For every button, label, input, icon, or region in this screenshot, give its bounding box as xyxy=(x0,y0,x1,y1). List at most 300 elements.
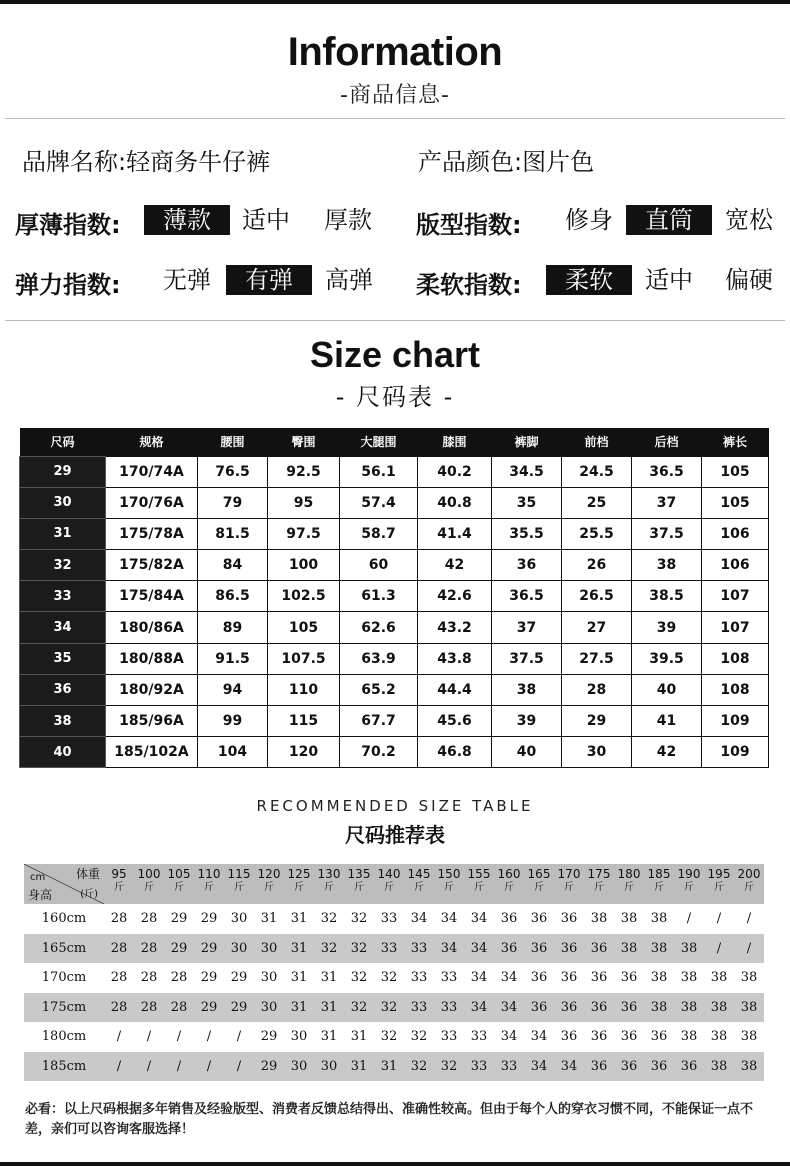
measure-cell: 43.2 xyxy=(418,612,492,643)
recommend-size-cell: 34 xyxy=(524,1052,554,1082)
height-cell: 170cm xyxy=(41,970,87,986)
recommend-size-cell: 38 xyxy=(650,911,668,927)
recommend-row xyxy=(24,934,764,964)
recommend-subtitle: 尺码推荐表 xyxy=(345,823,445,847)
recommend-size-cell: 38 xyxy=(644,993,674,1023)
measure-cell: 61.3 xyxy=(340,581,418,612)
recommend-size-cell: 32 xyxy=(314,934,344,964)
measure-cell: 109 xyxy=(702,737,769,768)
weight-value: 180 xyxy=(617,867,641,881)
weight-header-cell xyxy=(344,864,374,904)
recommend-size-cell: 36 xyxy=(494,934,524,964)
recommend-size-cell: 36 xyxy=(590,1029,608,1045)
recommend-size-cell: 38 xyxy=(704,993,734,1023)
size-chart-row xyxy=(20,456,769,487)
measure-cell: 92.5 xyxy=(268,456,340,487)
recommend-size-cell: 34 xyxy=(500,970,518,986)
weight-unit: 斤 xyxy=(234,882,244,893)
measure-cell: 42 xyxy=(418,550,492,581)
softness-option-medium: 适中 xyxy=(645,266,693,294)
recommend-size-cell: 36 xyxy=(554,934,584,964)
recommend-size-cell: 32 xyxy=(344,993,374,1023)
size-chart-row xyxy=(20,643,769,674)
measure-cell: 84 xyxy=(198,550,268,581)
recommend-corner-cell xyxy=(24,864,104,904)
recommend-title: RECOMMENDED SIZE TABLE xyxy=(256,797,534,815)
measure-cell: 25.5 xyxy=(562,518,632,549)
softness-option-hard: 偏硬 xyxy=(725,266,773,294)
recommend-size-cell: 31 xyxy=(350,1029,368,1045)
size-chart-row xyxy=(20,674,769,705)
recommend-size-cell: 29 xyxy=(164,934,194,964)
size-chart-row xyxy=(20,550,769,581)
weight-header-cell xyxy=(524,864,554,904)
recommend-size-cell: / xyxy=(686,911,692,927)
fit-option-loose: 宽松 xyxy=(725,206,773,234)
measure-cell: 107 xyxy=(702,612,769,643)
measure-cell: 170/76A xyxy=(106,487,198,518)
measure-cell: 29 xyxy=(562,706,632,737)
recommend-size-cell: 33 xyxy=(410,970,428,986)
recommend-size-cell: 31 xyxy=(320,970,338,986)
header-cell: 后档 xyxy=(632,428,702,456)
measure-cell: 63.9 xyxy=(340,643,418,674)
recommend-size-cell: 38 xyxy=(734,1052,764,1082)
recommend-size-cell: / xyxy=(236,1029,242,1045)
weight-value: 190 xyxy=(677,867,701,881)
weight-header-cell xyxy=(464,864,494,904)
recommend-size-cell: 31 xyxy=(314,993,344,1023)
measure-cell: 120 xyxy=(268,737,340,768)
elasticity-label: 弹力指数: xyxy=(15,271,121,299)
size-chart-table xyxy=(19,428,769,768)
measure-cell: 26.5 xyxy=(562,581,632,612)
measure-cell: 40.2 xyxy=(418,456,492,487)
recommend-size-cell: 30 xyxy=(254,993,284,1023)
size-cell: 29 xyxy=(20,456,106,487)
measure-cell: 106 xyxy=(702,518,769,549)
recommend-row xyxy=(24,904,764,934)
recommend-size-cell: 29 xyxy=(194,993,224,1023)
measure-cell: 39.5 xyxy=(632,643,702,674)
weight-header-cell xyxy=(104,864,134,904)
weight-header-cell xyxy=(404,864,434,904)
softness-option-soft: 柔软 xyxy=(546,265,632,295)
recommend-row xyxy=(24,1052,764,1082)
size-cell: 30 xyxy=(20,487,106,518)
recommend-size-cell: / xyxy=(104,1052,134,1082)
recommend-size-cell: / xyxy=(116,1029,122,1045)
recommend-size-cell: 36 xyxy=(650,1029,668,1045)
recommend-size-cell: / xyxy=(194,1052,224,1082)
recommend-size-cell: 32 xyxy=(404,1052,434,1082)
recommend-size-cell: 34 xyxy=(440,911,458,927)
weight-value: 105 xyxy=(167,867,191,881)
measure-cell: 24.5 xyxy=(562,456,632,487)
recommend-size-cell: 29 xyxy=(200,970,218,986)
recommend-size-cell: 36 xyxy=(644,1052,674,1082)
recommend-size-cell: 32 xyxy=(350,911,368,927)
measure-cell: 175/78A xyxy=(106,518,198,549)
height-cell: 175cm xyxy=(24,993,104,1023)
header-cell: 规格 xyxy=(106,428,198,456)
weight-unit: 斤 xyxy=(294,882,304,893)
recommend-size-cell: 28 xyxy=(170,970,188,986)
recommend-row xyxy=(24,993,764,1023)
weight-header-cell xyxy=(704,864,734,904)
recommend-size-cell: 34 xyxy=(464,993,494,1023)
weight-value: 100 xyxy=(137,867,161,881)
recommend-size-cell: 38 xyxy=(590,911,608,927)
size-chart-header-row xyxy=(20,428,769,456)
weight-header-cell xyxy=(254,864,284,904)
recommend-size-cell: 33 xyxy=(404,934,434,964)
recommend-size-cell: 31 xyxy=(284,934,314,964)
recommend-size-cell: 28 xyxy=(110,911,128,927)
recommend-size-cell: 36 xyxy=(530,970,548,986)
recommend-size-cell: 38 xyxy=(710,970,728,986)
recommend-size-cell: 28 xyxy=(140,911,158,927)
weight-unit: 斤 xyxy=(744,882,754,893)
measure-cell: 43.8 xyxy=(418,643,492,674)
fit-label: 版型指数: xyxy=(416,211,522,239)
weight-value: 135 xyxy=(347,867,371,881)
weight-header-cell xyxy=(224,864,254,904)
size-chart-row xyxy=(20,737,769,768)
size-chart-row xyxy=(20,518,769,549)
weight-value: 195 xyxy=(707,867,731,881)
weight-unit: 斤 xyxy=(204,882,214,893)
measure-cell: 81.5 xyxy=(198,518,268,549)
recommend-size-cell: 30 xyxy=(284,1052,314,1082)
weight-unit: 斤 xyxy=(504,882,514,893)
recommend-size-cell: 29 xyxy=(194,934,224,964)
brand-name: 品牌名称:轻商务牛仔裤 xyxy=(22,148,271,176)
elasticity-option-elastic: 有弹 xyxy=(226,265,312,295)
measure-cell: 44.4 xyxy=(418,674,492,705)
measure-cell: 105 xyxy=(268,612,340,643)
bottom-border xyxy=(0,1162,790,1166)
weight-value: 125 xyxy=(287,867,311,881)
measure-cell: 38.5 xyxy=(632,581,702,612)
measure-cell: 108 xyxy=(702,643,769,674)
weight-header-cell xyxy=(374,864,404,904)
measure-cell: 46.8 xyxy=(418,737,492,768)
size-chart-row xyxy=(20,487,769,518)
measure-cell: 40 xyxy=(632,674,702,705)
measure-cell: 79 xyxy=(198,487,268,518)
weight-unit: 斤 xyxy=(174,882,184,893)
info-subtitle: -商品信息- xyxy=(340,83,450,108)
measure-cell: 36.5 xyxy=(492,581,562,612)
weight-header-cell xyxy=(134,864,164,904)
recommend-size-cell: / xyxy=(224,1052,254,1082)
weight-value: 95 xyxy=(111,867,127,881)
recommend-size-cell: 38 xyxy=(710,1029,728,1045)
recommend-size-cell: 33 xyxy=(470,1029,488,1045)
weight-unit: 斤 xyxy=(534,882,544,893)
recommend-size-cell: 34 xyxy=(470,911,488,927)
header-cell: 裤脚 xyxy=(492,428,562,456)
measure-cell: 99 xyxy=(198,706,268,737)
measure-cell: 39 xyxy=(492,706,562,737)
weight-value: 110 xyxy=(197,867,221,881)
header-cell: 尺码 xyxy=(20,428,106,456)
softness-label: 柔软指数: xyxy=(416,271,522,299)
recommend-size-cell: 28 xyxy=(164,993,194,1023)
measure-cell: 42.6 xyxy=(418,581,492,612)
weight-unit: 斤 xyxy=(564,882,574,893)
measure-cell: 67.7 xyxy=(340,706,418,737)
height-cell: 180cm xyxy=(41,1029,87,1045)
recommend-size-cell: 28 xyxy=(104,934,134,964)
header-cell: 膝围 xyxy=(418,428,492,456)
measure-cell: 37.5 xyxy=(632,518,702,549)
recommend-size-cell: 32 xyxy=(380,1029,398,1045)
measure-cell: 104 xyxy=(198,737,268,768)
recommend-size-cell: 28 xyxy=(110,970,128,986)
weight-header-cell xyxy=(614,864,644,904)
measure-cell: 97.5 xyxy=(268,518,340,549)
recommend-row xyxy=(24,1022,764,1052)
recommend-size-cell: 38 xyxy=(674,993,704,1023)
weight-header-cell xyxy=(644,864,674,904)
measure-cell: 108 xyxy=(702,674,769,705)
recommend-size-cell: 34 xyxy=(464,934,494,964)
recommend-size-cell: 36 xyxy=(620,1029,638,1045)
weight-value: 200 xyxy=(737,867,761,881)
size-cell: 40 xyxy=(20,737,106,768)
recommend-size-cell: 38 xyxy=(740,1029,758,1045)
weight-header-cell xyxy=(494,864,524,904)
weight-unit: 斤 xyxy=(684,882,694,893)
header-cell: 裤长 xyxy=(702,428,769,456)
measure-cell: 34.5 xyxy=(492,456,562,487)
recommend-size-cell: 36 xyxy=(614,1052,644,1082)
recommend-size-cell: 36 xyxy=(530,911,548,927)
weight-value: 150 xyxy=(437,867,461,881)
weight-value: 175 xyxy=(587,867,611,881)
measure-cell: 65.2 xyxy=(340,674,418,705)
recommend-size-cell: 31 xyxy=(290,911,308,927)
recommend-size-cell: 33 xyxy=(440,1029,458,1045)
recommend-size-cell: 38 xyxy=(614,934,644,964)
recommend-size-cell: 34 xyxy=(494,993,524,1023)
recommend-row xyxy=(24,963,764,993)
top-border xyxy=(0,0,790,4)
size-cell: 36 xyxy=(20,674,106,705)
measure-cell: 62.6 xyxy=(340,612,418,643)
recommend-size-cell: 29 xyxy=(224,993,254,1023)
measure-cell: 94 xyxy=(198,674,268,705)
weight-header-cell xyxy=(164,864,194,904)
recommend-size-cell: 30 xyxy=(314,1052,344,1082)
measure-cell: 36.5 xyxy=(632,456,702,487)
recommend-size-cell: 28 xyxy=(134,934,164,964)
disclaimer-note: 必看：以上尺码根据多年销售及经验版型、消费者反馈总结得出、准确性较高。但由于每个人的穿衣习惯不同，不能保证一点不差，亲们可以咨询客服选择！ xyxy=(25,1102,754,1137)
measure-cell: 56.1 xyxy=(340,456,418,487)
recommend-size-cell: 29 xyxy=(170,911,188,927)
weight-header-cell xyxy=(284,864,314,904)
recommend-size-cell: 33 xyxy=(464,1052,494,1082)
height-cell: 160cm xyxy=(41,911,87,927)
weight-unit: 斤 xyxy=(414,882,424,893)
weight-value: 160 xyxy=(497,867,521,881)
thickness-option-medium: 适中 xyxy=(242,206,290,234)
recommend-size-cell: 38 xyxy=(680,1029,698,1045)
corner-weight: 体重 xyxy=(75,867,100,881)
weight-unit: 斤 xyxy=(114,882,124,893)
measure-cell: 27.5 xyxy=(562,643,632,674)
measure-cell: 28 xyxy=(562,674,632,705)
measure-cell: 57.4 xyxy=(340,487,418,518)
measure-cell: 35 xyxy=(492,487,562,518)
weight-value: 155 xyxy=(467,867,491,881)
weight-unit: 斤 xyxy=(324,882,334,893)
recommend-size-cell: 36 xyxy=(584,1052,614,1082)
recommend-size-cell: 38 xyxy=(674,934,704,964)
measure-cell: 89 xyxy=(198,612,268,643)
recommend-size-cell: 36 xyxy=(584,934,614,964)
recommend-size-cell: 31 xyxy=(320,1029,338,1045)
measure-cell: 41.4 xyxy=(418,518,492,549)
measure-cell: 180/92A xyxy=(106,674,198,705)
recommend-size-cell: 31 xyxy=(284,993,314,1023)
weight-unit: 斤 xyxy=(714,882,724,893)
recommend-size-cell: 36 xyxy=(584,993,614,1023)
height-cell: 185cm xyxy=(24,1052,104,1082)
measure-cell: 105 xyxy=(702,487,769,518)
measure-cell: 107 xyxy=(702,581,769,612)
measure-cell: 91.5 xyxy=(198,643,268,674)
measure-cell: 26 xyxy=(562,550,632,581)
weight-header-cell xyxy=(314,864,344,904)
recommend-size-cell: 33 xyxy=(434,993,464,1023)
recommend-size-cell: 38 xyxy=(620,911,638,927)
measure-cell: 36 xyxy=(492,550,562,581)
elasticity-option-none: 无弹 xyxy=(163,266,211,294)
weight-header-cell xyxy=(554,864,584,904)
recommend-size-cell: 29 xyxy=(200,911,218,927)
height-cell: 165cm xyxy=(24,934,104,964)
measure-cell: 109 xyxy=(702,706,769,737)
recommend-size-cell: 30 xyxy=(224,934,254,964)
recommend-size-cell: 36 xyxy=(674,1052,704,1082)
weight-unit: 斤 xyxy=(594,882,604,893)
recommend-size-cell: 36 xyxy=(620,970,638,986)
size-chart-subtitle: - 尺码表 - xyxy=(335,383,455,411)
recommend-size-cell: 36 xyxy=(524,993,554,1023)
measure-cell: 95 xyxy=(268,487,340,518)
measure-cell: 86.5 xyxy=(198,581,268,612)
measure-cell: 107.5 xyxy=(268,643,340,674)
measure-cell: 41 xyxy=(632,706,702,737)
recommend-size-cell: / xyxy=(734,934,764,964)
recommend-size-cell: 34 xyxy=(500,1029,518,1045)
divider xyxy=(5,118,785,119)
recommend-size-cell: 34 xyxy=(530,1029,548,1045)
weight-unit: 斤 xyxy=(384,882,394,893)
measure-cell: 25 xyxy=(562,487,632,518)
recommend-size-cell: 34 xyxy=(410,911,428,927)
header-cell: 前档 xyxy=(562,428,632,456)
recommend-size-cell: 36 xyxy=(560,970,578,986)
info-title: Information xyxy=(287,30,503,74)
measure-cell: 37.5 xyxy=(492,643,562,674)
recommend-size-cell: 28 xyxy=(134,993,164,1023)
recommend-size-cell: 36 xyxy=(614,993,644,1023)
recommend-table xyxy=(24,864,764,1081)
measure-cell: 170/74A xyxy=(106,456,198,487)
weight-value: 145 xyxy=(407,867,431,881)
fit-option-straight: 直筒 xyxy=(626,205,712,235)
recommend-size-cell: 30 xyxy=(290,1029,308,1045)
size-cell: 38 xyxy=(20,706,106,737)
thickness-option-thick: 厚款 xyxy=(324,206,372,234)
measure-cell: 100 xyxy=(268,550,340,581)
recommend-size-cell: 38 xyxy=(650,970,668,986)
measure-cell: 175/84A xyxy=(106,581,198,612)
weight-unit: 斤 xyxy=(444,882,454,893)
header-cell: 大腿围 xyxy=(340,428,418,456)
thickness-label: 厚薄指数: xyxy=(15,211,121,239)
size-cell: 35 xyxy=(20,643,106,674)
recommend-size-cell: 32 xyxy=(380,970,398,986)
measure-cell: 70.2 xyxy=(340,737,418,768)
recommend-size-cell: / xyxy=(746,911,752,927)
recommend-size-cell: 36 xyxy=(560,911,578,927)
measure-cell: 45.6 xyxy=(418,706,492,737)
measure-cell: 180/88A xyxy=(106,643,198,674)
size-cell: 34 xyxy=(20,612,106,643)
recommend-size-cell: 28 xyxy=(140,970,158,986)
recommend-size-cell: 31 xyxy=(290,970,308,986)
weight-value: 185 xyxy=(647,867,671,881)
recommend-size-cell: 32 xyxy=(320,911,338,927)
recommend-size-cell: 34 xyxy=(554,1052,584,1082)
recommend-size-cell: 33 xyxy=(380,911,398,927)
recommend-size-cell: 36 xyxy=(500,911,518,927)
recommend-size-cell: 30 xyxy=(260,970,278,986)
recommend-size-cell: 28 xyxy=(104,993,134,1023)
recommend-size-cell: / xyxy=(206,1029,212,1045)
recommend-size-cell: 33 xyxy=(440,970,458,986)
size-cell: 31 xyxy=(20,518,106,549)
weight-header-cell xyxy=(584,864,614,904)
thickness-option-thin: 薄款 xyxy=(144,205,230,235)
measure-cell: 180/86A xyxy=(106,612,198,643)
measure-cell: 102.5 xyxy=(268,581,340,612)
recommend-size-cell: 38 xyxy=(740,970,758,986)
recommend-size-cell: 30 xyxy=(230,911,248,927)
weight-value: 170 xyxy=(557,867,581,881)
measure-cell: 42 xyxy=(632,737,702,768)
measure-cell: 37 xyxy=(492,612,562,643)
measure-cell: 35.5 xyxy=(492,518,562,549)
measure-cell: 115 xyxy=(268,706,340,737)
measure-cell: 76.5 xyxy=(198,456,268,487)
recommend-size-cell: 36 xyxy=(590,970,608,986)
recommend-header-row xyxy=(24,864,764,904)
measure-cell: 39 xyxy=(632,612,702,643)
measure-cell: 40.8 xyxy=(418,487,492,518)
corner-height: 身高 xyxy=(28,888,53,902)
measure-cell: 38 xyxy=(632,550,702,581)
recommend-size-cell: 36 xyxy=(524,934,554,964)
measure-cell: 27 xyxy=(562,612,632,643)
recommend-size-cell: 34 xyxy=(434,934,464,964)
recommend-size-cell: 31 xyxy=(374,1052,404,1082)
